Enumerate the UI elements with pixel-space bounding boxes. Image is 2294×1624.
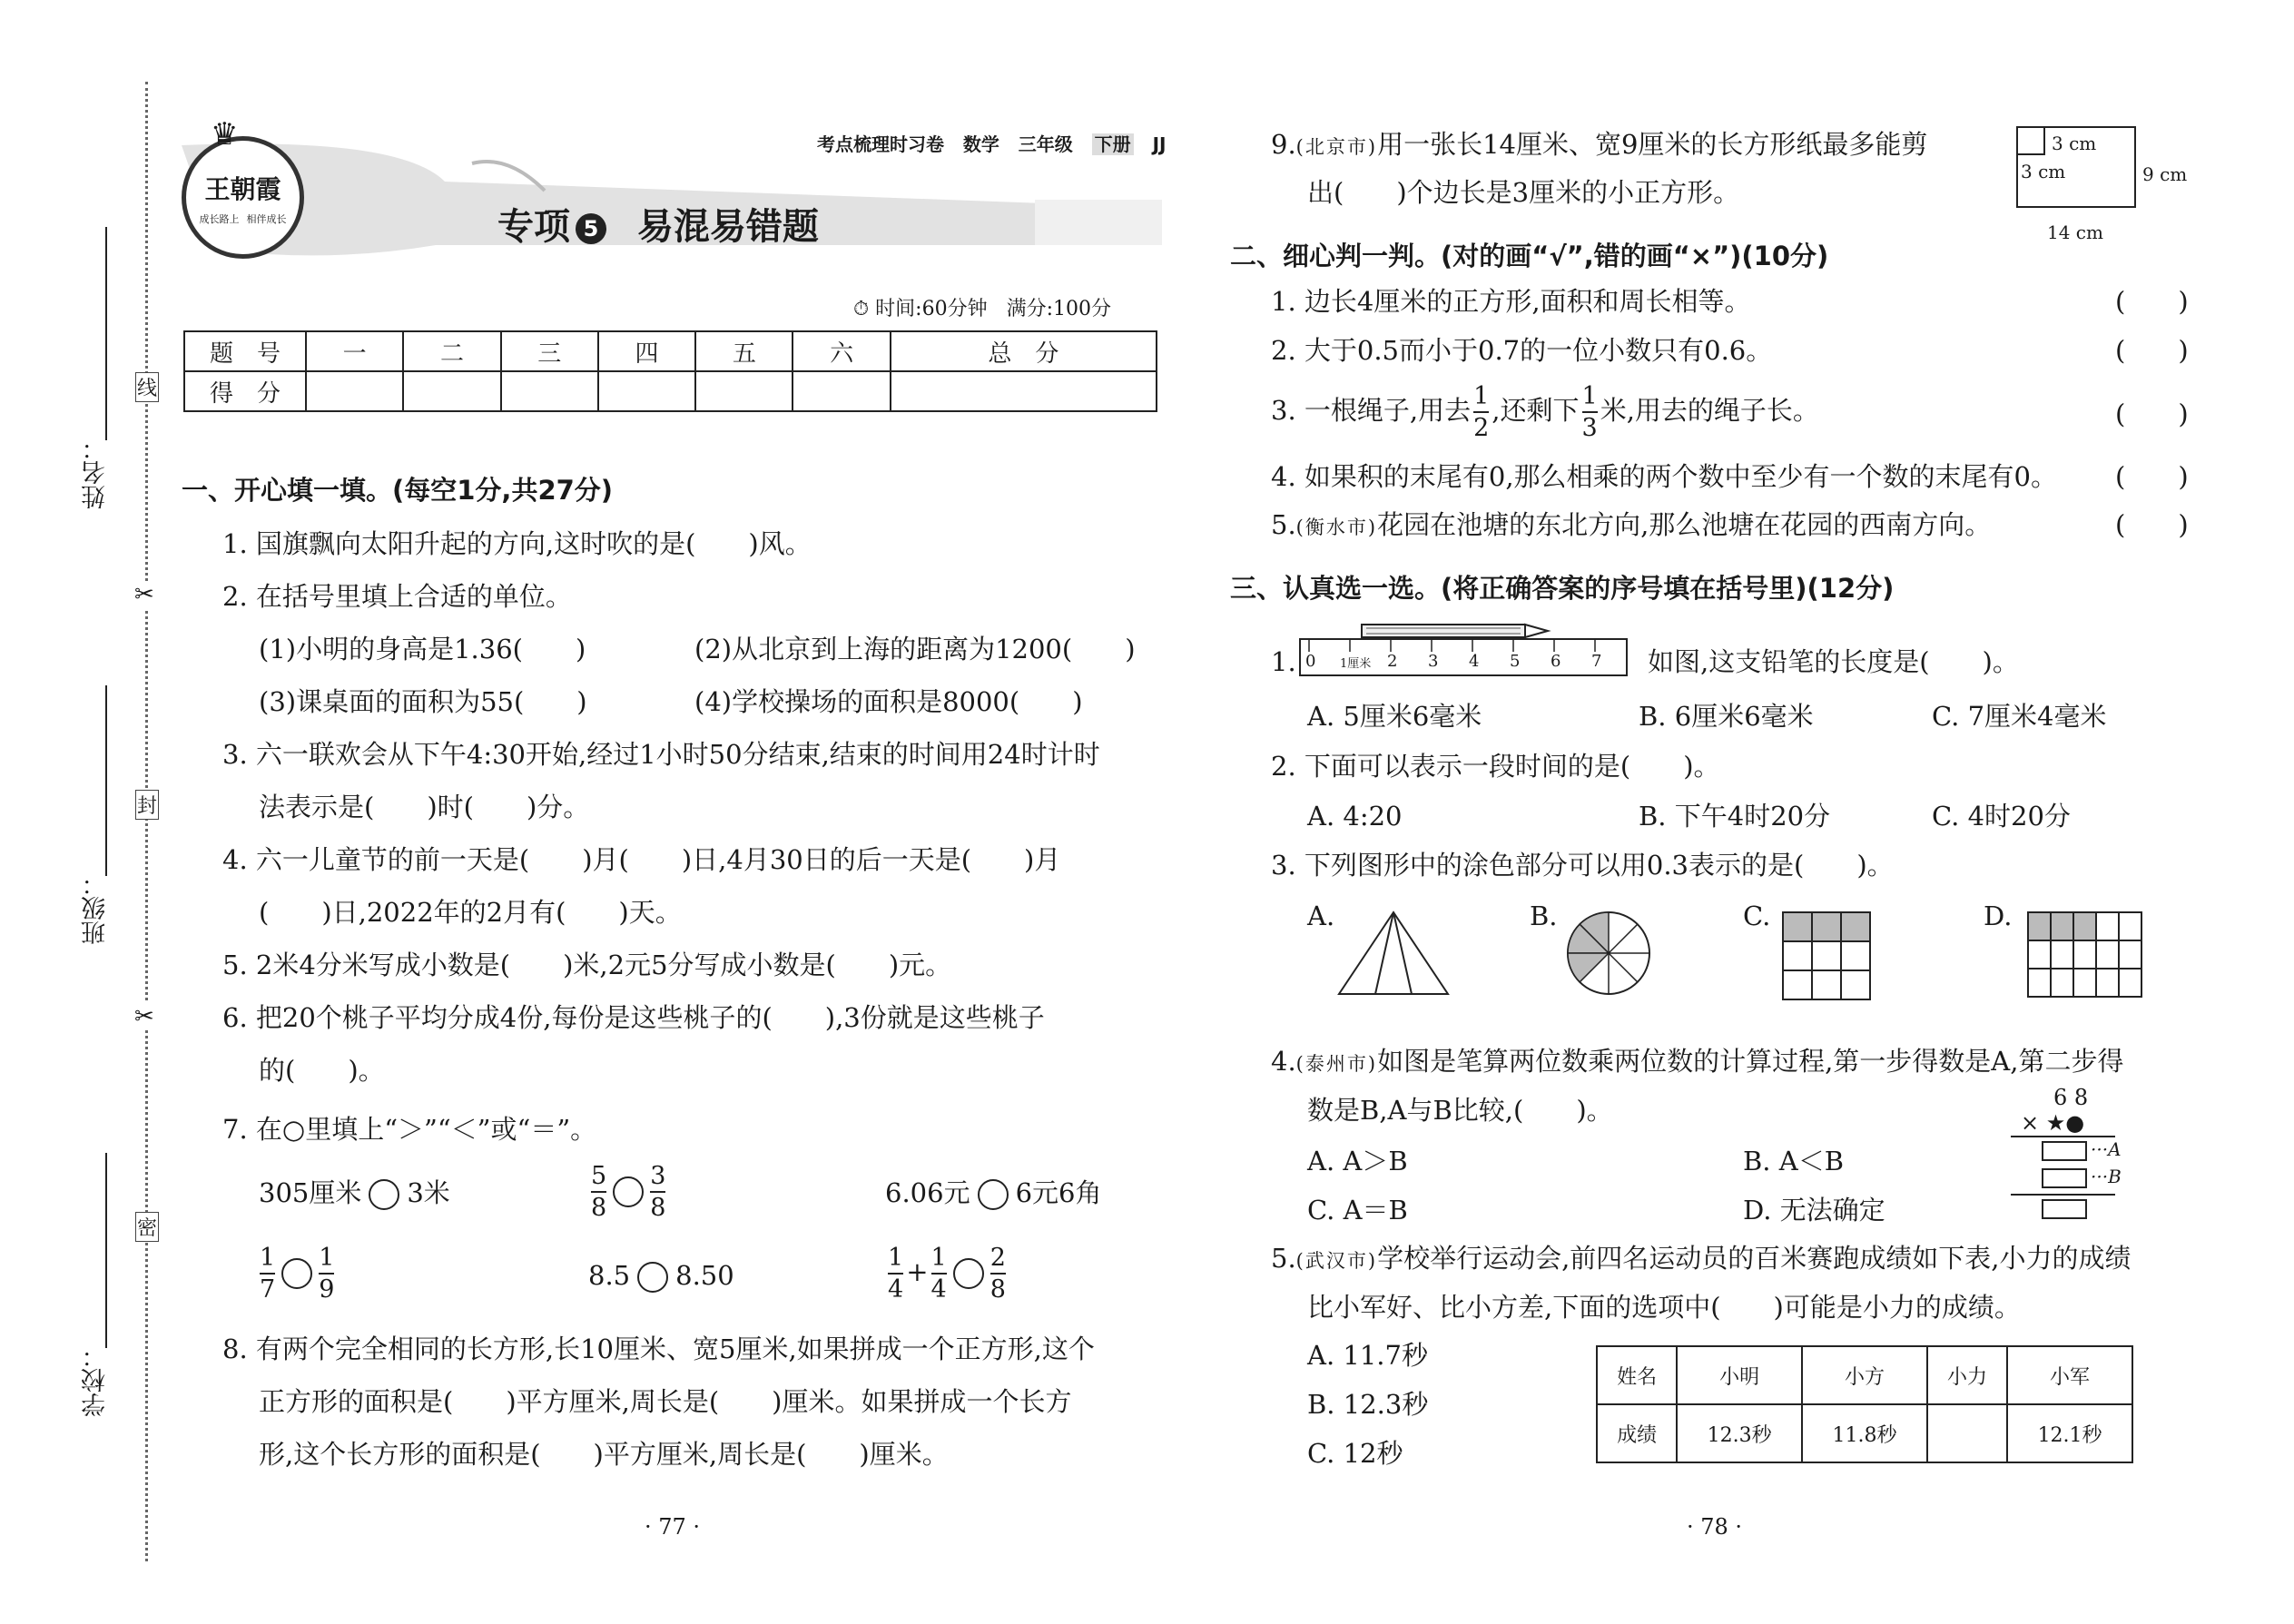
name-field[interactable]: [105, 227, 107, 440]
class-field[interactable]: [105, 685, 107, 876]
s1-q2a: (1)小明的身高是1.36( ): [259, 634, 586, 664]
s3-q2-A[interactable]: A. 4:20: [1307, 801, 1403, 832]
ruler-label: 1厘米: [1340, 657, 1372, 671]
scissors-icon: ✂: [134, 581, 154, 608]
triangle-figure: [1334, 908, 1452, 999]
clock-icon: ⏱: [853, 298, 870, 320]
school-label: 学校：: [82, 1343, 110, 1417]
plus-sign: +: [906, 1256, 929, 1287]
denominator: 7: [260, 1275, 276, 1304]
crown-icon: ♛: [211, 116, 239, 153]
time-label: 时间:60分钟: [875, 298, 988, 320]
compare-circle[interactable]: [953, 1258, 984, 1289]
score-head-cell: 一: [306, 331, 403, 371]
score-head-cell: 总 分: [891, 331, 1157, 371]
numerator: 1: [888, 1244, 904, 1272]
score-head-cell: 题 号: [184, 331, 306, 371]
s3-q4-D[interactable]: D. 无法确定: [1743, 1195, 1885, 1225]
score-header-row: [184, 331, 1157, 371]
section3-title: 三、认真选一选。(将正确答案的序号填在括号里)(12分): [1230, 573, 1895, 604]
table-cell[interactable]: [1927, 1404, 2007, 1462]
s3-q4-city: (泰州市): [1295, 1053, 1378, 1075]
label-height: 9 cm: [2142, 163, 2188, 185]
fraction: [1473, 384, 1489, 440]
title-prefix: 专项: [497, 206, 570, 248]
score-head-cell: 四: [598, 331, 695, 371]
numerator: 1: [1473, 382, 1490, 410]
score-row: [184, 371, 1157, 411]
q9-text1: 用一张长14厘米、宽9厘米的长方形纸最多能剪: [1377, 129, 1928, 160]
mark-line: 线: [135, 372, 159, 402]
label-square: 3 cm: [2052, 133, 2097, 154]
numerator: 1: [930, 1244, 947, 1272]
compare-circle[interactable]: [369, 1179, 399, 1210]
scissors-icon: ✂: [134, 1003, 154, 1030]
ruler-label: 4: [1469, 652, 1480, 671]
pie-figure: [1563, 908, 1654, 999]
compare-5: [588, 1258, 734, 1293]
table-header-cell: 小方: [1802, 1346, 1927, 1404]
q9-city: (北京市): [1295, 136, 1378, 158]
series-volume: 下册: [1092, 133, 1134, 155]
s3-q5-C[interactable]: C. 12秒: [1307, 1438, 1403, 1469]
compare-left: 8.5: [588, 1260, 631, 1291]
s2-q5-city: (衡水市): [1295, 517, 1378, 538]
score-cell[interactable]: [403, 371, 500, 411]
fraction: [319, 1245, 334, 1302]
s1-q4a: 4. 六一儿童节的前一天是( )月( )日,4月30日的后一天是( )月: [222, 844, 1061, 875]
school-field[interactable]: [105, 1153, 107, 1348]
s3-q3: 3. 下列图形中的涂色部分可以用0.3表示的是( )。: [1271, 850, 1894, 881]
s1-q4b: ( )日,2022年的2月有( )天。: [259, 897, 682, 928]
table-cell: 12.3秒: [1677, 1404, 1802, 1462]
numerator: 3: [650, 1162, 666, 1190]
s1-q8b: 正方形的面积是( )平方厘米,周长是( )厘米。如果拼成一个长方: [259, 1386, 1072, 1417]
s3-q3-D[interactable]: D.: [1984, 901, 2013, 931]
denominator: 8: [989, 1275, 1006, 1304]
race-results-table: [1596, 1345, 2133, 1463]
s2-q5-text: 花园在池塘的东北方向,那么池塘在花园的西南方向。: [1377, 509, 1992, 540]
s3-q5-B[interactable]: B. 12.3秒: [1307, 1389, 1429, 1420]
q9-line2: 出( )个边长是3厘米的小正方形。: [1307, 177, 1740, 208]
table-row: [1597, 1404, 2132, 1462]
compare-3: [885, 1176, 1101, 1210]
score-cell[interactable]: [306, 371, 403, 411]
s3-q4b: 数是B,A与B比较,( )。: [1307, 1095, 1613, 1126]
numerator: 1: [319, 1244, 335, 1272]
s3-q1: 如图,这支铅笔的长度是( )。: [1648, 646, 2019, 677]
compare-right: 3米: [407, 1177, 450, 1208]
table-header-cell: 姓名: [1597, 1346, 1677, 1404]
fraction: [1582, 384, 1598, 440]
s3-q5-num: 5.: [1271, 1243, 1296, 1274]
name-label: 姓名：: [82, 436, 110, 509]
series-name: 考点梳理时习卷: [817, 133, 944, 155]
numerator: 1: [260, 1244, 276, 1272]
fraction: [888, 1245, 903, 1302]
calc-top: 6 8: [2053, 1085, 2089, 1110]
series-grade: 三年级: [1018, 133, 1073, 155]
mark-dense: 密: [135, 1212, 159, 1242]
s2-q5-num: 5.: [1271, 509, 1296, 540]
s1-q2b: (2)从北京到上海的距离为1200( ): [694, 634, 1136, 664]
ruler-label: 3: [1428, 652, 1439, 671]
numerator: 5: [591, 1162, 607, 1190]
series-line: [817, 130, 1166, 156]
mark-seal: 封: [135, 790, 159, 820]
calc-multiplier: × ★●: [2021, 1110, 2085, 1136]
compare-left: 305厘米: [259, 1177, 362, 1208]
s1-q7: 7. 在○里填上“＞”“＜”或“＝”。: [222, 1114, 597, 1145]
s3-q4-C[interactable]: C. A＝B: [1307, 1195, 1408, 1225]
calc-label-A: ···A: [2091, 1138, 2122, 1160]
table-cell: 成绩: [1597, 1404, 1677, 1462]
s1-q6b: 的( )。: [259, 1055, 385, 1086]
denominator: 4: [930, 1275, 947, 1304]
page-number-left: · 77 ·: [645, 1514, 701, 1540]
s2-q3-a: 3. 一根绳子,用去: [1271, 395, 1472, 426]
score-row-label: 得 分: [184, 371, 306, 411]
s3-q1-B[interactable]: B. 6厘米6毫米: [1639, 701, 1814, 732]
table-header-cell: 小军: [2007, 1346, 2132, 1404]
compare-1: [259, 1176, 450, 1210]
brand-sub2: 相伴成长: [246, 212, 287, 225]
ruler-label: 7: [1591, 652, 1602, 671]
answer-paren[interactable]: ( ): [2115, 461, 2189, 492]
fraction: [650, 1164, 665, 1220]
s3-q1-A[interactable]: A. 5厘米6毫米: [1307, 701, 1482, 732]
series-edition: JJ: [1152, 133, 1167, 155]
s1-q2c: (3)课桌面的面积为55( ): [259, 686, 587, 717]
compare-4: [257, 1245, 337, 1302]
compare-circle[interactable]: [637, 1262, 668, 1293]
s2-q3-b: ,还剩下: [1492, 395, 1580, 426]
calc-diagram: [2006, 1135, 2151, 1225]
s2-q1: 1. 边长4厘米的正方形,面积和周长相等。: [1271, 286, 1751, 317]
score-head-cell: 二: [403, 331, 500, 371]
table-cell: 12.1秒: [2007, 1404, 2132, 1462]
s1-q2: 2. 在括号里填上合适的单位。: [222, 581, 572, 612]
table-header-cell: 小力: [1927, 1346, 2007, 1404]
answer-paren[interactable]: ( ): [2115, 399, 2189, 429]
table-header-cell: 小明: [1677, 1346, 1802, 1404]
ruler-label: 6: [1551, 652, 1561, 671]
ruler-label: 5: [1510, 652, 1521, 671]
compare-right: 8.50: [675, 1260, 734, 1291]
full-score-label: 满分:100分: [1006, 298, 1111, 320]
s3-q5b: 比小军好、比小方差,下面的选项中( )可能是小力的成绩。: [1307, 1292, 2021, 1323]
s3-q1-num: 1.: [1271, 646, 1296, 677]
brand-logo: [182, 136, 304, 259]
brand-name: 王朝霞: [204, 173, 281, 204]
s3-q5-text: 学校举行运动会,前四名运动员的百米赛跑成绩如下表,小力的成绩: [1377, 1243, 2132, 1274]
score-head-cell: 三: [501, 331, 598, 371]
section2-title: 二、细心判一判。(对的画“√”,错的画“×”)(10分): [1230, 241, 1829, 271]
answer-paren[interactable]: ( ): [2115, 335, 2189, 366]
page-number-right: · 78 ·: [1687, 1514, 1743, 1540]
score-cell[interactable]: [695, 371, 793, 411]
binding-line: [145, 82, 148, 1561]
answer-paren[interactable]: ( ): [2115, 286, 2189, 317]
compare-circle[interactable]: [281, 1258, 312, 1289]
s1-q8a: 8. 有两个完全相同的长方形,长10厘米、宽5厘米,如果拼成一个正方形,这个: [222, 1334, 1095, 1364]
s1-q8c: 形,这个长方形的面积是( )平方厘米,周长是( )厘米。: [259, 1439, 949, 1470]
denominator: 3: [1581, 414, 1598, 442]
compare-6: [885, 1245, 1009, 1302]
class-label: 班级：: [82, 871, 110, 945]
s2-q3: [1271, 384, 1819, 440]
fraction: [260, 1245, 275, 1302]
s3-q4-B[interactable]: B. A＜B: [1743, 1146, 1845, 1176]
q9-line1: [1271, 127, 1927, 164]
title-main: 易混易错题: [636, 206, 819, 248]
label-width: 14 cm: [2047, 221, 2103, 243]
numerator: 1: [1581, 382, 1598, 410]
score-cell[interactable]: [501, 371, 598, 411]
score-table: [183, 330, 1157, 412]
s1-q2d: (4)学校操场的面积是8000( ): [694, 686, 1083, 717]
denominator: 4: [888, 1275, 904, 1304]
section1-title: 一、开心填一填。(每空1分,共27分): [182, 475, 614, 506]
page-title: [497, 198, 819, 250]
compare-circle[interactable]: [978, 1179, 1009, 1210]
s3-q3-C[interactable]: C.: [1743, 901, 1771, 931]
calc-label-B: ···B: [2091, 1166, 2122, 1187]
s1-q3a: 3. 六一联欢会从下午4:30开始,经过1小时50分结束,结束的时间用24时计时: [222, 739, 1100, 770]
grid5x3-figure: [2026, 910, 2144, 999]
s1-q3b: 法表示是( )时( )分。: [259, 792, 590, 822]
numerator: 2: [989, 1244, 1006, 1272]
s2-q3-c: 米,用去的绳子长。: [1600, 395, 1819, 426]
score-head-cell: 五: [695, 331, 793, 371]
score-cell[interactable]: [891, 371, 1157, 411]
q9-num: 9.: [1271, 129, 1296, 160]
fraction: [931, 1245, 947, 1302]
s3-q4-A[interactable]: A. A＞B: [1307, 1146, 1408, 1176]
s3-q2-B[interactable]: B. 下午4时20分: [1639, 801, 1831, 832]
answer-paren[interactable]: ( ): [2115, 509, 2189, 540]
compare-left: 6.06元: [885, 1177, 970, 1208]
table-cell: 11.8秒: [1802, 1404, 1927, 1462]
fraction: [990, 1245, 1006, 1302]
denominator: 8: [591, 1194, 607, 1222]
title-number: 5: [576, 213, 606, 244]
s1-q1: 1. 国旗飘向太阳升起的方向,这时吹的是( )风。: [222, 528, 812, 559]
s3-q4-num: 4.: [1271, 1046, 1296, 1077]
ruler-label: 0: [1305, 652, 1316, 671]
table-header-row: [1597, 1346, 2132, 1404]
series-subject: 数学: [962, 133, 999, 155]
s3-q4-text: 如图是笔算两位数乘两位数的计算过程,第一步得数是A,第二步得: [1377, 1046, 2124, 1077]
brand-sub1: 成长路上: [199, 212, 240, 225]
fraction: [591, 1164, 606, 1220]
s3-q2: 2. 下面可以表示一段时间的是( )。: [1271, 751, 1720, 782]
time-info: [853, 293, 1111, 321]
grid3x3-figure: [1781, 910, 1872, 1001]
s1-q5: 5. 2米4分米写成小数是( )米,2元5分写成小数是( )元。: [222, 950, 952, 980]
s3-q5-A[interactable]: A. 11.7秒: [1307, 1340, 1428, 1371]
s1-q6a: 6. 把20个桃子平均分成4份,每份是这些桃子的( ),3份就是这些桃子: [222, 1002, 1045, 1033]
score-cell[interactable]: [598, 371, 695, 411]
s3-q5-city: (武汉市): [1295, 1250, 1378, 1272]
compare-circle[interactable]: [613, 1176, 644, 1207]
s3-q5a: [1271, 1241, 2132, 1278]
denominator: 9: [319, 1275, 335, 1304]
denominator: 8: [650, 1194, 666, 1222]
ruler-with-pencil: [1298, 617, 1634, 681]
compare-right: 6元6角: [1015, 1177, 1102, 1208]
s2-q2: 2. 大于0.5而小于0.7的一位小数只有0.6。: [1271, 335, 1773, 366]
s2-q4: 4. 如果积的末尾有0,那么相乘的两个数中至少有一个数的末尾有0。: [1271, 461, 2058, 492]
s2-q5: [1271, 507, 1991, 545]
s3-q4a: [1271, 1044, 2123, 1081]
ruler-label: 2: [1387, 652, 1398, 671]
score-head-cell: 六: [793, 331, 890, 371]
denominator: 2: [1473, 414, 1490, 442]
s3-q3-B[interactable]: B.: [1530, 901, 1558, 931]
s3-q1-C[interactable]: C. 7厘米4毫米: [1932, 701, 2107, 732]
compare-2: [588, 1164, 668, 1220]
label-side: 3 cm: [2021, 161, 2066, 182]
s3-q3-A[interactable]: A.: [1307, 901, 1335, 931]
s3-q2-C[interactable]: C. 4时20分: [1932, 801, 2071, 832]
score-cell[interactable]: [793, 371, 890, 411]
